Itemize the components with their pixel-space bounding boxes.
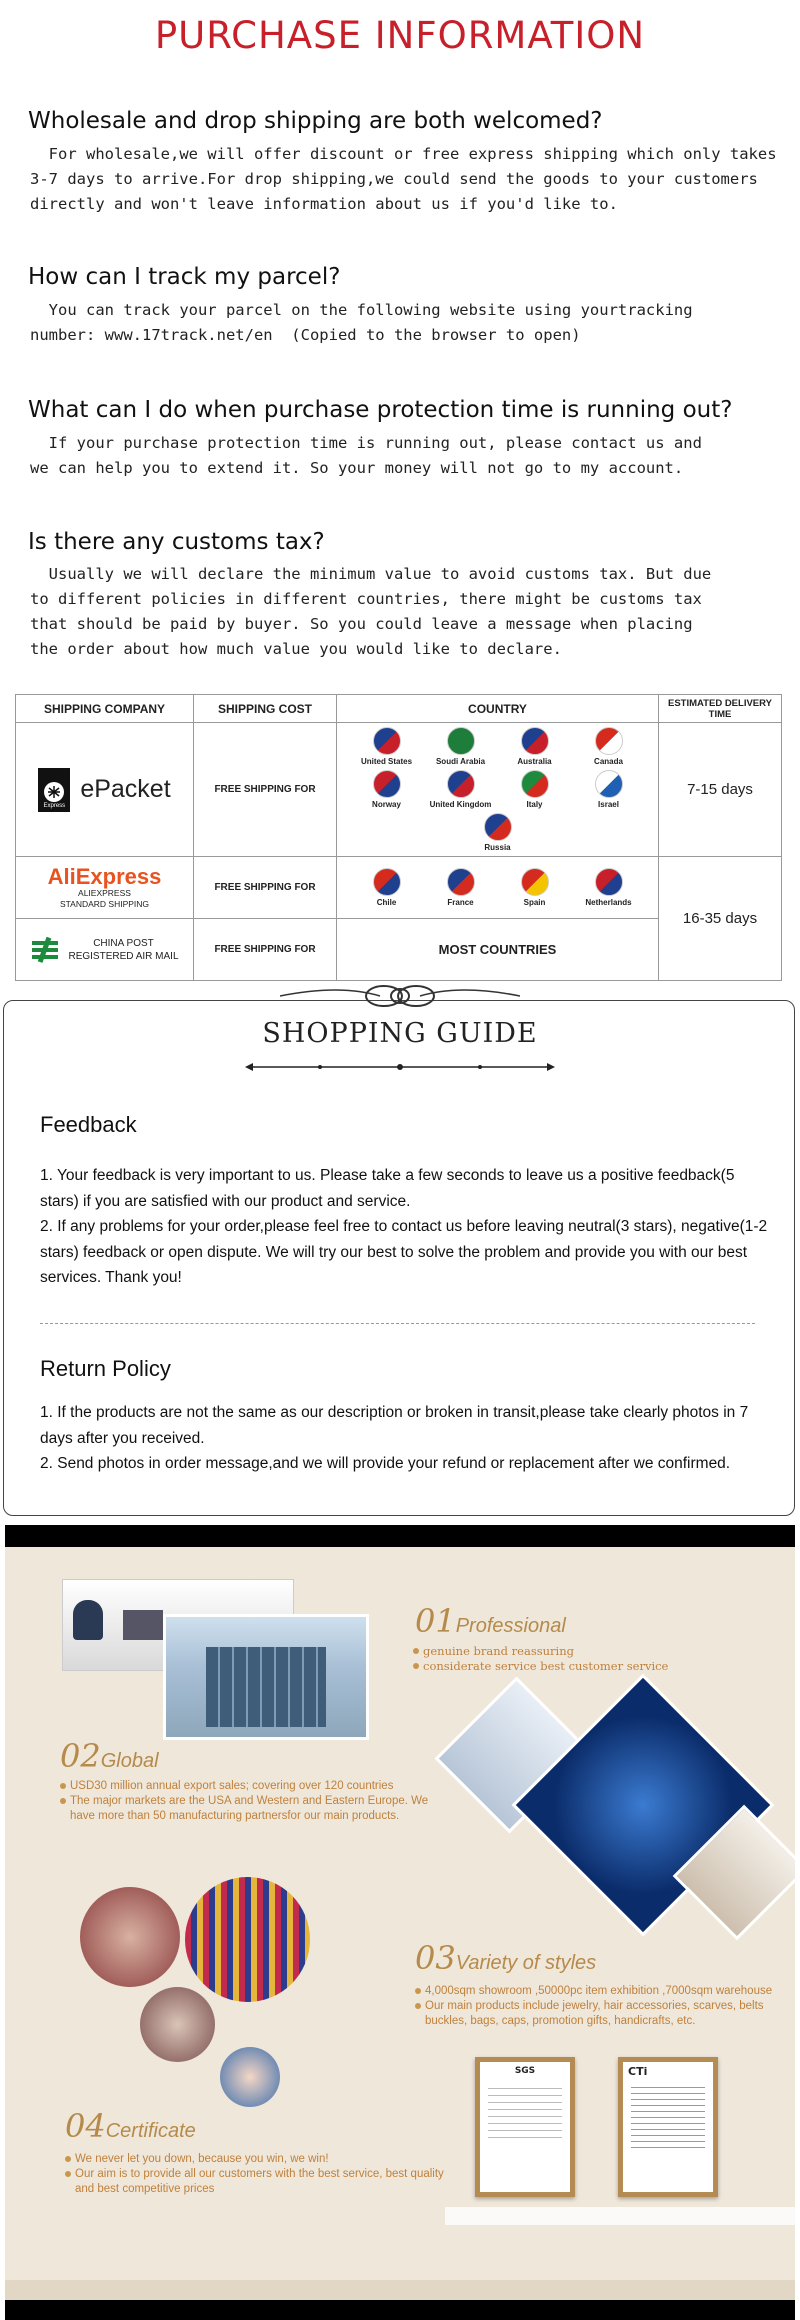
- express-mail-icon: Express: [38, 768, 70, 812]
- table-header-row: [16, 695, 782, 723]
- faq-answer-customs: Usually we will declare the minimum value to avoid customs tax. But due to different policies in different countries, there might be customs tax that should be paid by buyer. So you could leave a message when placing the order about how much value you would like to declare.: [30, 565, 712, 658]
- flag-spain: [509, 868, 561, 907]
- divider: [40, 1323, 755, 1324]
- flag-norway: [361, 770, 413, 809]
- epacket-delivery-time: 7-15 days: [659, 723, 782, 857]
- flag-chile: [361, 868, 413, 907]
- certificate-bullets: We never let you down, because you win, we win! Our aim is to provide all our customers with the best service, best quality and best competitive prices: [65, 2152, 450, 2197]
- company-panel: [5, 1547, 795, 2299]
- flag-label: Spain: [523, 898, 546, 907]
- flag-canada: [583, 727, 635, 766]
- china-post-countries: MOST COUNTRIES: [337, 919, 659, 981]
- return-line-1: 1. If the products are not the same as our description or broken in transit,please take clearly photos in 7 days after you received.: [40, 1404, 749, 1447]
- flag-label: Norway: [372, 800, 401, 809]
- faq-question-protection: What can I do when purchase protection time is running out?: [28, 397, 733, 423]
- certificate-shelf: [445, 2207, 795, 2225]
- feedback-line-1: 1. Your feedback is very important to us. Please take a few seconds to leave us a positive feedback(5 stars) if you are satisfied with our product and service.: [40, 1167, 735, 1210]
- flag-label: United Kingdom: [429, 800, 492, 809]
- ornament-top-icon: [280, 976, 520, 1016]
- faq-answer-protection: If your purchase protection time is running out, please contact us and we can help you to extend it. So your money will not go to my account.: [30, 434, 702, 477]
- flag-icon: [373, 770, 401, 798]
- flag-icon: [521, 770, 549, 798]
- flag-italy: [509, 770, 561, 809]
- faq-question-tracking: How can I track my parcel?: [28, 264, 341, 290]
- faq-answer-tracking: You can track your parcel on the following website using yourtracking number: www.17track.net/en (Copied to the browser to open): [30, 301, 693, 344]
- flag-australia: [509, 727, 561, 766]
- faq-question-customs: Is there any customs tax?: [28, 529, 325, 555]
- black-band-top: [5, 1525, 795, 1547]
- flag-united-kingdom: [429, 770, 492, 809]
- aliexpress-cost: FREE SHIPPING FOR: [194, 857, 337, 919]
- black-band-bottom: [5, 2300, 795, 2320]
- aliexpress-logo: AliExpress ALIEXPRESS STANDARD SHIPPING: [16, 857, 194, 919]
- table-row-aliexpress: [16, 857, 782, 919]
- bottom-bar: [5, 2280, 795, 2300]
- section-global: 02Global: [60, 1737, 159, 1775]
- aliexpress-countries: [337, 857, 659, 919]
- china-post-logo: CHINA POST REGISTERED AIR MAIL: [16, 919, 194, 981]
- epacket-logo: Express ePacket: [16, 723, 194, 857]
- header-delivery-time: ESTIMATED DELIVERY TIME: [659, 695, 782, 723]
- flag-icon: [447, 868, 475, 896]
- product-photo-1: [80, 1887, 180, 1987]
- flag-soudi-arabia: [435, 727, 487, 766]
- header-shipping-cost: SHIPPING COST: [194, 695, 337, 723]
- variety-bullets: 4,000sqm showroom ,50000pc item exhibition ,7000sqm warehouse Our main products include jewelry, hair accessories, scarves, belts buckles, bags, caps, promotion gifts, handicrafts, etc.: [415, 1984, 787, 2029]
- flag-israel: [583, 770, 635, 809]
- flag-icon: [373, 727, 401, 755]
- return-policy-text: [40, 1400, 770, 1477]
- flag-label: United States: [360, 757, 413, 766]
- flag-icon: [484, 813, 512, 841]
- faq-answer-wholesale: For wholesale,we will offer discount or free express shipping which only takes 3-7 days to arrive.For drop shipping,we could send the goods to your customers directly and won't leave information about us if you'd like to.: [30, 145, 777, 213]
- flag-icon: [521, 727, 549, 755]
- shopping-guide-title: SHOPPING GUIDE: [262, 1018, 538, 1049]
- flag-label: Italy: [526, 800, 543, 809]
- section-certificate: 04Certificate: [65, 2107, 196, 2145]
- flag-label: Israel: [598, 800, 619, 809]
- ornament-line-icon: [245, 1060, 555, 1074]
- flag-icon: [595, 770, 623, 798]
- cti-certificate: CTi: [618, 2057, 718, 2197]
- flag-icon: [447, 770, 475, 798]
- professional-bullets: genuine brand reassuring considerate service best customer service: [413, 1644, 753, 1674]
- flag-label: Russia: [484, 843, 511, 852]
- section-professional: 01Professional: [415, 1602, 566, 1640]
- flag-netherlands: [583, 868, 635, 907]
- header-country: COUNTRY: [337, 695, 659, 723]
- return-line-2: 2. Send photos in order message,and we will provide your refund or replacement after we confirmed.: [40, 1455, 731, 1472]
- flag-icon: [373, 868, 401, 896]
- flag-label: Soudi Arabia: [435, 757, 486, 766]
- faq-question-wholesale: Wholesale and drop shipping are both welcomed?: [28, 108, 603, 134]
- flag-label: Chile: [376, 898, 397, 907]
- feedback-heading: Feedback: [40, 1112, 137, 1137]
- table-row-epacket: [16, 723, 782, 857]
- flag-label: Netherlands: [585, 898, 632, 907]
- section-variety: 03Variety of styles: [415, 1939, 597, 1977]
- epacket-countries: [337, 723, 659, 857]
- product-photo-4: [220, 2047, 280, 2107]
- feedback-line-2: 2. If any problems for your order,please feel free to contact us before leaving neutral(3 stars), negative(1-2 stars) feedback or open dispute. We will try our best to solve the problem and provide you with our best services. Thank you!: [40, 1218, 768, 1286]
- sgs-certificate: SGS: [475, 2057, 575, 2197]
- flag-icon: [595, 727, 623, 755]
- flag-united-states: [361, 727, 413, 766]
- china-post-cost: FREE SHIPPING FOR: [194, 919, 337, 981]
- flag-russia: [472, 813, 524, 852]
- flag-label: Australia: [517, 757, 552, 766]
- flag-icon: [447, 727, 475, 755]
- return-policy-heading: Return Policy: [40, 1356, 171, 1381]
- header-shipping-company: SHIPPING COMPANY: [16, 695, 194, 723]
- building-photo: [163, 1614, 369, 1740]
- product-photo-2: [185, 1877, 310, 2002]
- china-post-icon: [30, 935, 60, 965]
- epacket-cost: FREE SHIPPING FOR: [194, 723, 337, 857]
- shipping-table: [15, 694, 782, 981]
- flag-icon: [521, 868, 549, 896]
- standard-delivery-time: 16-35 days: [659, 857, 782, 981]
- flag-label: Canada: [594, 757, 623, 766]
- global-bullets: USD30 million annual export sales; covering over 120 countries The major markets are the USA and Western and Eastern Europe. We have more than 50 manufacturing partnersfor our main products.: [60, 1779, 450, 1824]
- flag-icon: [595, 868, 623, 896]
- product-photo-3: [140, 1987, 215, 2062]
- feedback-text: [40, 1163, 770, 1291]
- flag-label: France: [447, 898, 474, 907]
- flag-france: [435, 868, 487, 907]
- page-title: PURCHASE INFORMATION: [154, 14, 646, 57]
